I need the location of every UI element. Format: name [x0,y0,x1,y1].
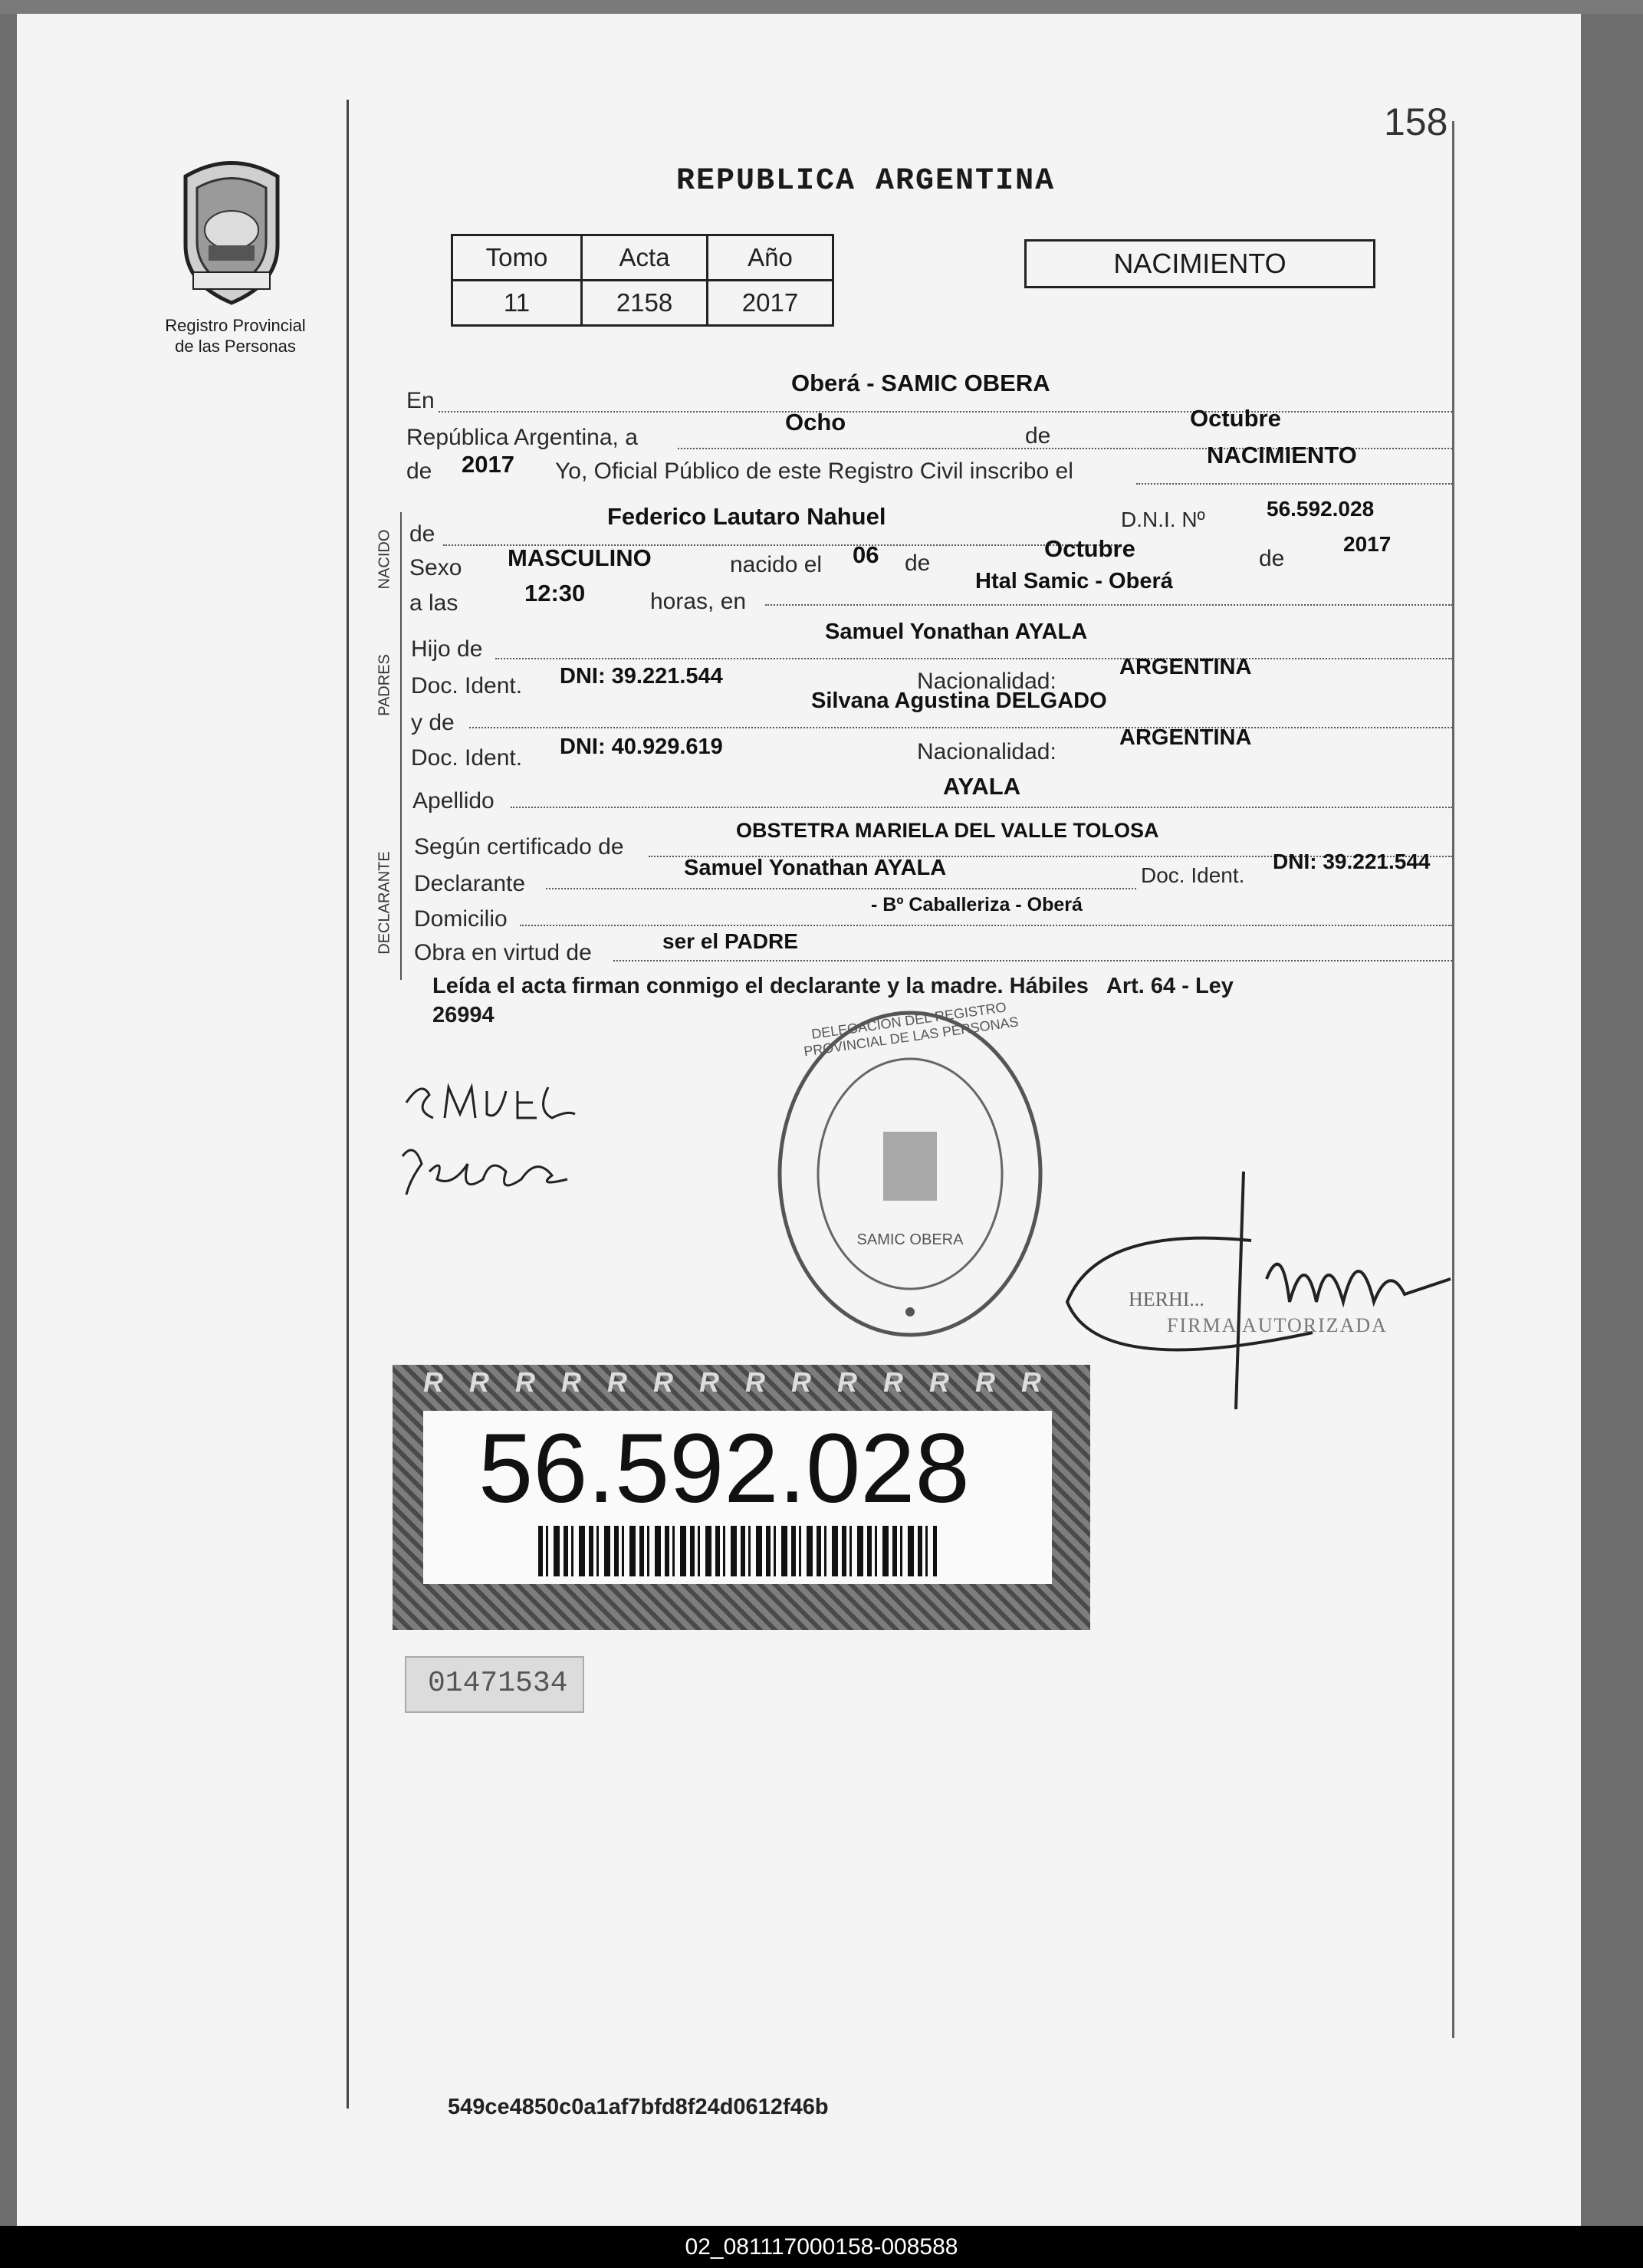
barcode [538,1526,937,1576]
sexo-label: Sexo [409,555,462,580]
document-title: REPUBLICA ARGENTINA [676,164,1056,199]
table-value-anio: 2017 [708,281,833,326]
nacido-de-label-2: de [905,551,931,576]
mes-value: Octubre [1190,405,1281,432]
nacido-nombre: Federico Lautaro Nahuel [607,503,886,530]
madre-nac: ARGENTINA [1119,725,1252,750]
inscribo-value: NACIMIENTO [1207,442,1357,468]
padre-doc: DNI: 39.221.544 [560,664,723,689]
pattern-char: R R R R R R R R R R R R R R [423,1366,1050,1398]
official-name-partial: HERHI... [1129,1288,1204,1310]
hijo-de-label: Hijo de [411,636,483,662]
obra-label: Obra en virtud de [414,940,592,965]
padre-nac: ARGENTINA [1119,655,1252,679]
nacido-de-label: de [409,521,435,547]
right-margin-line [1452,121,1454,2038]
official-signature [1052,1164,1474,1417]
hora-value: 12:30 [524,580,586,606]
declarante-doc-label: Doc. Ident. [1141,863,1245,887]
domicilio-label: Domicilio [414,906,508,932]
madre-dots [469,727,1452,728]
document-hash: 549ce4850c0a1af7bfd8f24d0612f46b [448,2095,829,2119]
padre-nombre: Samuel Yonathan AYALA [825,620,1088,644]
madre-nombre: Silvana Agustina DELGADO [811,689,1107,713]
y-de-label: y de [411,710,455,735]
coat-of-arms-icon [170,153,293,307]
domicilio-dots [520,925,1452,926]
declarante-nombre: Samuel Yonathan AYALA [684,856,947,880]
closing-line-1: Leída el acta firman conmigo el declarante y la madre. Hábiles Art. 64 - Ley [432,974,1234,998]
de-label-2: de [406,459,432,484]
padre-dots [495,658,1452,659]
nacido-anio: 2017 [1343,532,1392,556]
padre-nac-label: Nacionalidad: [917,669,1056,694]
apellido-value: AYALA [943,773,1021,800]
certificado-value: OBSTETRA MARIELA DEL VALLE TOLOSA [736,819,1159,842]
act-type-box [1024,239,1375,288]
padre-doc-label: Doc. Ident. [411,673,523,698]
en-label: En [406,388,435,413]
org-name-line2: de las Personas [175,337,296,356]
a-las-label: a las [409,590,458,616]
stamp-inner-text: SAMIC OBERA [856,1231,964,1248]
official-signature-icon [1052,1164,1474,1417]
signature-declarante [391,1072,606,1210]
closing-line-2: 26994 [432,1003,495,1027]
nacido-mes: Octubre [1044,535,1135,562]
dni-label-white [423,1411,1052,1584]
segun-label: Según certificado de [414,834,624,860]
sexo-value: MASCULINO [508,544,652,571]
obra-dots [613,960,1452,961]
dia-value: Ocho [785,409,846,436]
declarante-dots [546,888,1136,889]
apellido-label: Apellido [412,788,495,814]
dni-security-label [393,1365,1090,1630]
province-logo [170,153,293,307]
act-type: NACIMIENTO [1113,248,1286,279]
lugar-value: Htal Samic - Oberá [975,569,1173,593]
horas-en-label: horas, en [650,589,747,614]
yo-label: Yo, Oficial Público de este Registro Civil inscribo el [555,459,1073,484]
side-label-declarante: DECLARANTE [376,851,393,955]
record-table [451,234,834,327]
anio-value: 2017 [462,451,514,478]
nacido-dia: 06 [853,541,879,568]
inscribo-dots [1136,483,1452,485]
en-dots [439,411,1452,413]
apellido-dots [511,807,1452,808]
document-page [17,14,1581,2226]
nacido-de-label-3: de [1259,546,1285,571]
en-value: Oberá - SAMIC OBERA [791,370,1050,396]
footer-id: 02_081117000158-008588 [0,2226,1643,2268]
madre-nac-label: Nacionalidad: [917,739,1056,764]
left-margin-line [347,100,349,2109]
top-edge [0,0,1643,14]
nacido-el-label: nacido el [730,552,823,577]
dni-big-number: 56.592.028 [478,1414,970,1524]
section-margin-line [400,512,402,980]
declarante-doc: DNI: 39.221.544 [1273,850,1431,873]
nacido-dni: 56.592.028 [1267,497,1375,521]
table-value-tomo: 11 [452,281,582,326]
declarante-label: Declarante [414,871,526,896]
stamp-ring-text: DELEGACIÓN DEL REGISTRO PROVINCIAL DE LAS PERSONAS [803,999,1020,1060]
handwritten-signature-icon [391,1072,606,1210]
table-header-anio: Año [708,235,833,281]
official-role: FIRMA AUTORIZADA [1167,1314,1388,1336]
serial-number: 01471534 [428,1667,568,1700]
table-header-acta: Acta [582,235,708,281]
madre-doc-label: Doc. Ident. [411,745,523,771]
dni-label: D.N.I. Nº [1121,508,1205,531]
domicilio-value: - Bº Caballeriza - Oberá [871,894,1083,915]
side-label-padres: PADRES [376,654,393,716]
obra-value: ser el PADRE [662,929,798,953]
lugar-dots [765,604,1452,606]
republica-label: República Argentina, a [406,425,638,450]
de-label-1: de [1025,423,1051,449]
side-label-nacido: NACIDO [376,529,393,590]
page-number: 158 [1384,100,1448,143]
table-value-acta: 2158 [582,281,708,326]
madre-doc: DNI: 40.929.619 [560,735,723,759]
official-stamp [768,1001,1052,1346]
table-header-tomo: Tomo [452,235,582,281]
pattern-row [423,1366,1083,1399]
serial-box [405,1656,584,1713]
org-name-line1: Registro Provincial [165,316,306,335]
